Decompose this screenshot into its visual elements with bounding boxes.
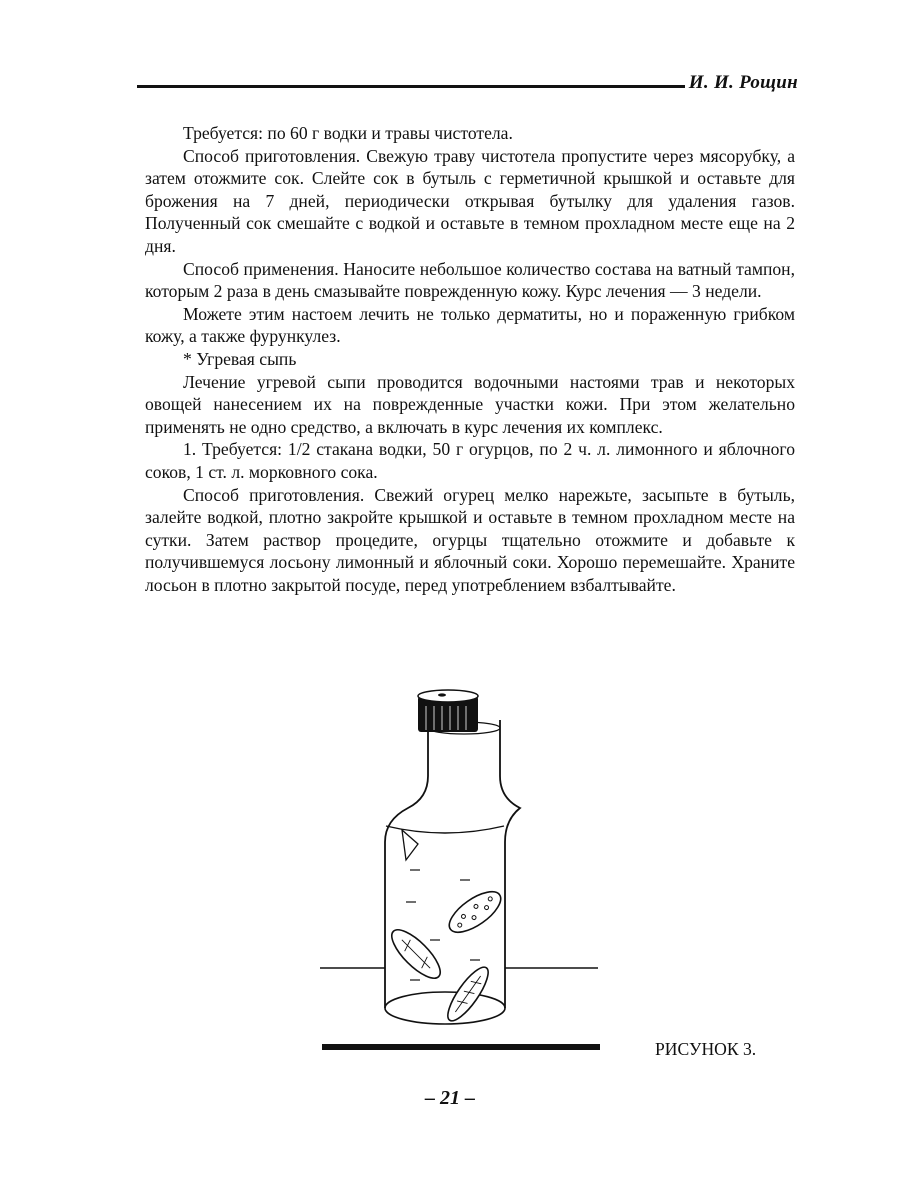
paragraph-requirements-cucumber: 1. Требуется: 1/2 стакана водки, 50 г огурцов, по 2 ч. л. лимонного и яблочного соков, 1 ст. л. морковного сока. — [145, 439, 795, 482]
paragraph-preparation-celandine: Способ приготовления. Свежую траву чистотела пропустите через мясорубку, а затем отожмите сок. Слейте сок в бутыль с герметичной крышкой и оставьте для брожения на 7 дней, периодически открывая бутылку для удаления газов. Полученный сок смешайте с водкой и оставьте в темном прохладном месте еще на 2 дня. — [145, 145, 795, 256]
cucumber-slice-lower — [441, 962, 494, 1026]
paragraph-preparation-cucumber: Способ приготовления. Свежий огурец мелко нарежьте, засыпьте в бутыль, залейте водкой, плотно закройте крышкой и оставьте в темном прохладном месте на сутки. Затем раствор процедите, огурцы тщательно отожмите и добавьте к получившемуся лосьону лимонный и яблочный соки. Хорошо перемешайте. Храните лосьон в плотно закрытой посуде, перед употреблением взбалтывайте. — [145, 484, 795, 595]
body-text — [145, 122, 795, 596]
page-number: – 21 – — [425, 1087, 475, 1109]
paragraph-requirements-celandine: Требуется: по 60 г водки и травы чистотела. — [183, 123, 513, 143]
section-heading-acne: * Угревая сыпь — [183, 348, 297, 369]
paragraph-acne-intro: Лечение угревой сыпи проводится водочными настоями трав и некоторых овощей нанесением их на поврежденные участки кожи. При этом желательно применять не одно средство, а включать в курс лечения их комплекс. — [145, 371, 795, 437]
paragraph-application-celandine: Способ применения. Наносите небольшое количество состава на ватный тампон, которым 2 раза в день смазывайте поврежденную кожу. Курс лечения — 3 недели. — [145, 258, 795, 302]
liquid-surface-reflection — [402, 830, 418, 860]
bottle-body — [385, 720, 520, 1008]
header-rule — [137, 85, 685, 88]
cucumber-slice-upper — [443, 884, 507, 940]
cucumber-slice-left — [385, 923, 447, 985]
bottle-illustration — [310, 680, 610, 1065]
bottle-bottom — [385, 992, 505, 1024]
header-author: И. И. Рощин — [688, 72, 798, 93]
base-bar — [322, 1044, 600, 1050]
paragraph-other-uses: Можете этим настоем лечить не только дерматиты, но и пораженную грибком кожу, а также фурункулез. — [145, 303, 795, 347]
figure-caption: РИСУНОК 3. — [655, 1039, 757, 1059]
bottle-cap-top — [418, 690, 478, 702]
bottle-cap-dot — [438, 693, 446, 696]
